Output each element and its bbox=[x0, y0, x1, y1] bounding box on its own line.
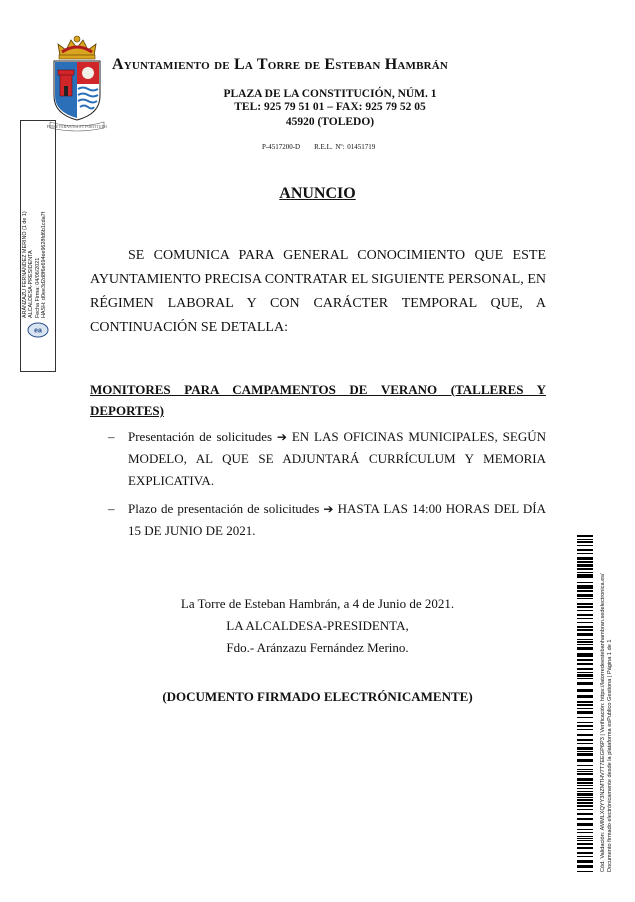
arrow-right-icon: ➔ bbox=[323, 502, 334, 516]
verification-text bbox=[600, 512, 624, 872]
stamp-role: ALCALDESA-PRESIDENTA bbox=[28, 250, 35, 318]
arrow-right-icon: ➔ bbox=[276, 430, 287, 444]
espublico-logo-icon bbox=[27, 322, 49, 338]
item-value: HASTA LAS 14:00 HORAS DEL DÍA 15 DE JUNIO DE 2021. bbox=[128, 501, 546, 538]
section-title: MONITORES PARA CAMPAMENTOS DE VERANO (TALLERES Y DEPORTES) bbox=[90, 382, 546, 418]
stamp-date: Fecha Firma: 04/06/2021 bbox=[34, 257, 41, 318]
cif-code: P-4517200-D bbox=[262, 143, 301, 151]
list-item bbox=[108, 498, 546, 542]
signer-role: LA ALCALDESA-PRESIDENTA, bbox=[226, 618, 409, 633]
stamp-signer: ARÁNZAZU FERNÁNDEZ MERINO (1 de 1) bbox=[22, 211, 28, 318]
barcode-image bbox=[577, 535, 593, 872]
item-label: Plazo de presentación de solicitudes bbox=[128, 501, 320, 516]
list-dash: – bbox=[108, 501, 115, 516]
list-dash: – bbox=[108, 429, 115, 444]
item-label: Presentación de solicitudes bbox=[128, 429, 273, 444]
municipality-title: Ayuntamiento de La Torre de Esteban Hambrán bbox=[112, 56, 449, 73]
phone-fax-line: TEL: 925 79 51 01 – FAX: 925 79 52 05 bbox=[234, 101, 426, 113]
list-item bbox=[108, 426, 546, 492]
svg-text:ea: ea bbox=[34, 327, 42, 335]
registry-reference bbox=[262, 143, 389, 151]
verification-platform-line: Documento firmado electrónicamente desde la plataforma esPublico Gestiona | Página 1 de 1 bbox=[606, 639, 613, 872]
item-value: EN LAS OFICINAS MUNICIPALES, SEGÚN MODELO, AL QUE SE ADJUNTARÁ CURRÍCULUM Y MEMORIA EXPLICATIVA. bbox=[128, 429, 546, 488]
stamp-hash: HASH: d0ee3d2d8f6e694ee9628fd6b1cda7f bbox=[40, 211, 47, 318]
coat-of-arms-logo bbox=[46, 34, 108, 134]
electronic-signature-note: (DOCUMENTO FIRMADO ELECTRÓNICAMENTE) bbox=[162, 689, 473, 704]
document-heading: ANUNCIO bbox=[279, 185, 356, 202]
rel-code: R.E.L. Nº: 01451719 bbox=[314, 143, 376, 151]
intro-paragraph: SE COMUNICA PARA GENERAL CONOCIMIENTO QUE ESTE AYUNTAMIENTO PRECISA CONTRATAR EL SIGUIENTE PERSONAL, EN RÉGIMEN LABORAL Y CON CARÁCTER TEMPORAL QUE, A CONTINUACIÓN SE DETALLA: bbox=[90, 248, 546, 335]
address-line: PLAZA DE LA CONSTITUCIÓN, NÚM. 1 bbox=[223, 88, 437, 100]
signer-name: Fdo.- Aránzazu Fernández Merino. bbox=[226, 640, 409, 655]
postal-line: 45920 (TOLEDO) bbox=[285, 116, 375, 128]
crest-motto: PERSEVERANTIA ET FORTITUDO bbox=[46, 125, 108, 129]
verification-code-line: Cód. Validación: AMMLXQYY3NZMTHV7T7EEGP6P3 | Verificación: https://latorredeestebanhambran.sedelectronica.es/ bbox=[600, 573, 606, 872]
place-date: La Torre de Esteban Hambrán, a 4 de Junio de 2021. bbox=[180, 596, 455, 611]
